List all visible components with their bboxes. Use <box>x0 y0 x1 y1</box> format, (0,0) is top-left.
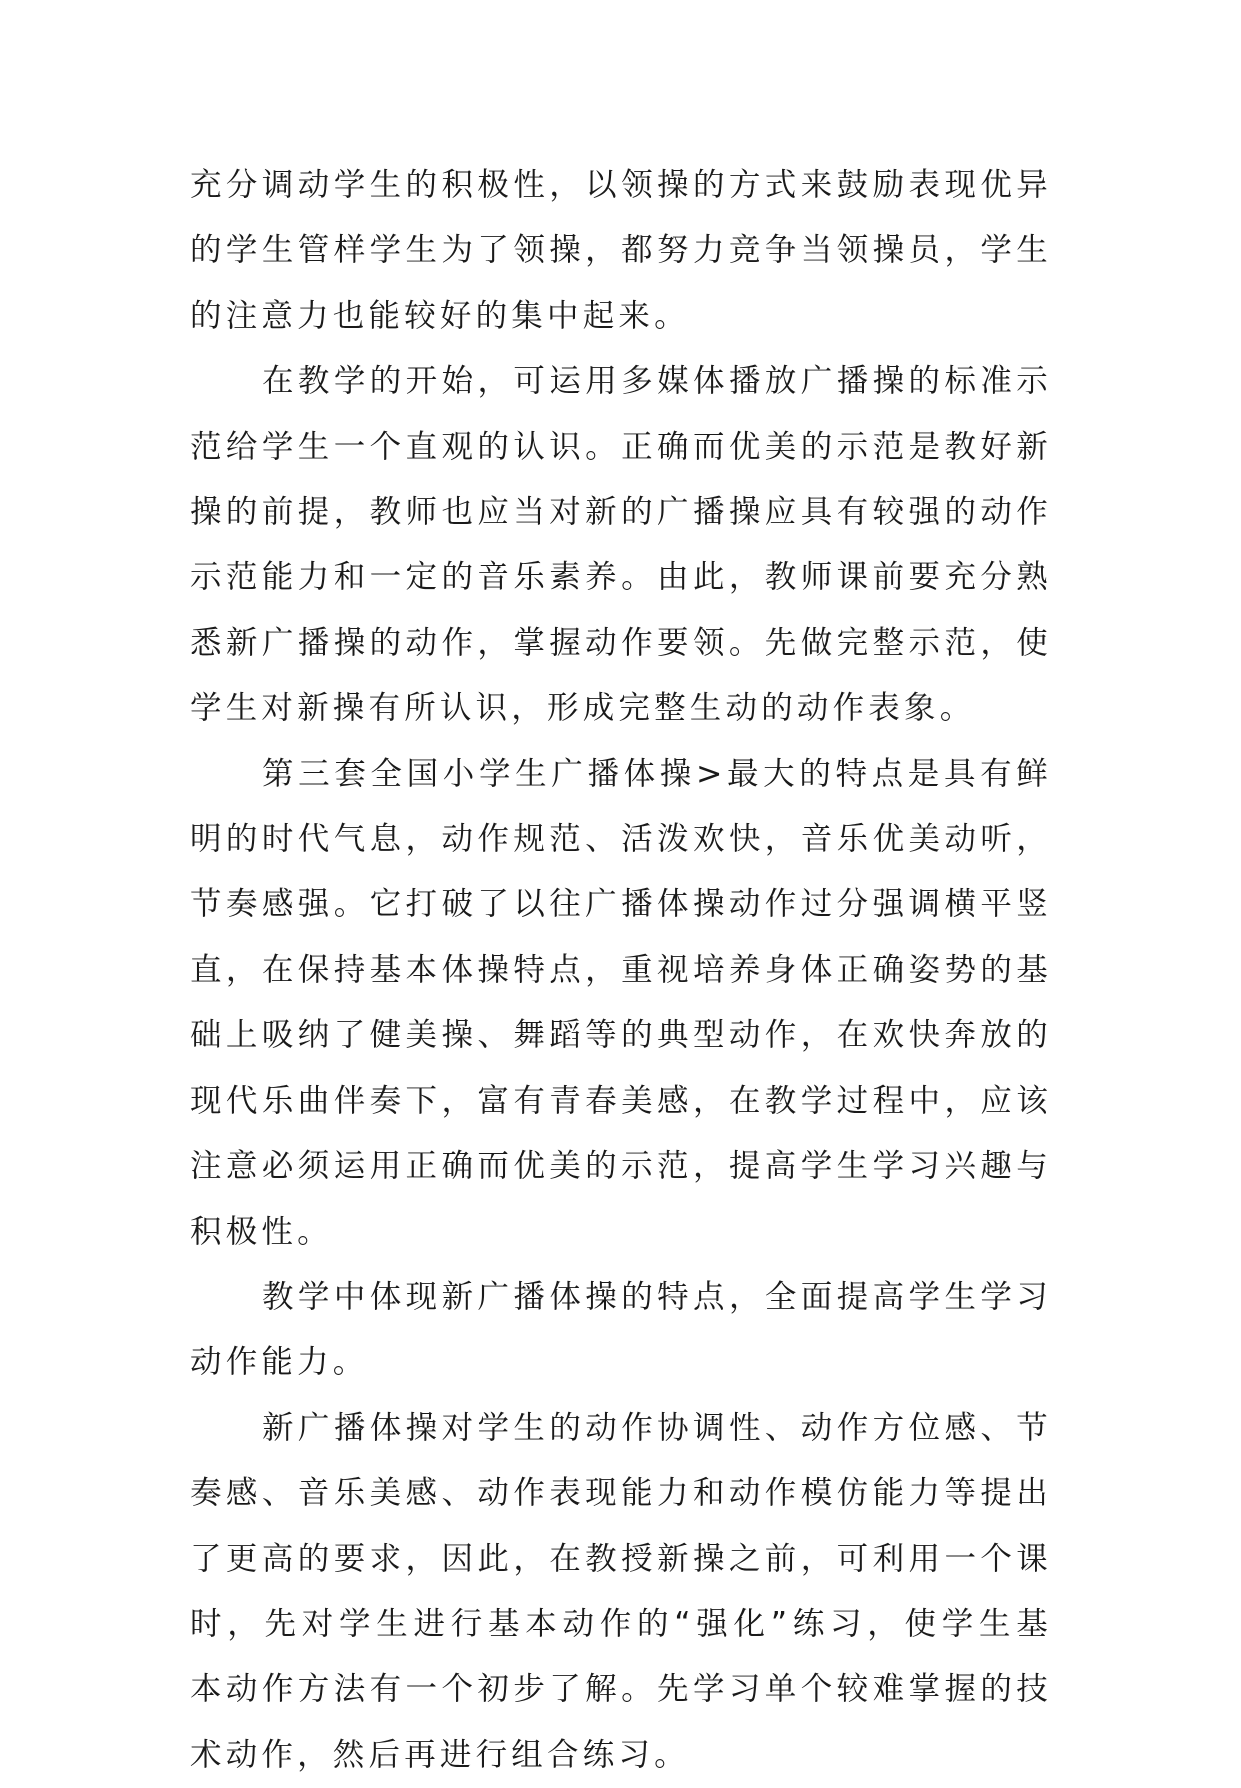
paragraph-4: 教学中体现新广播体操的特点，全面提高学生学习动作能力。 <box>190 1278 1052 1381</box>
paragraph-2: 在教学的开始，可运用多媒体播放广播操的标准示范给学生一个直观的认识。正确而优美的示范是教好新操的前提，教师也应当对新的广播操应具有较强的动作示范能力和一定的音乐素养。由此，教师课前要充分熟悉新广播操的动作，掌握动作要领。先做完整示范，使学生对新操有所认识，形成完整生动的动作表象。 <box>190 363 1052 727</box>
paragraph-3: 第三套全国小学生广播体操>最大的特点是具有鲜明的时代气息，动作规范、活泼欢快，音乐优美动听，节奏感强。它打破了以往广播体操动作过分强调横平竖直，在保持基本体操特点，重视培养身体正确姿势的基础上吸纳了健美操、舞蹈等的典型动作，在欢快奔放的现代乐曲伴奏下，富有青春美感，在教学过程中，应该注意必须运用正确而优美的示范，提高学生学习兴趣与积极性。 <box>190 755 1052 1250</box>
document-body <box>190 153 1052 1788</box>
paragraph-5: 新广播体操对学生的动作协调性、动作方位感、节奏感、音乐美感、动作表现能力和动作模仿能力等提出了更高的要求，因此，在教授新操之前，可利用一个课时，先对学生进行基本动作的“强化”练习，使学生基本动作方法有一个初步了解。先学习单个较难掌握的技术动作，然后再进行组合练习。 <box>190 1409 1052 1773</box>
paragraph-1: 充分调动学生的积极性，以领操的方式来鼓励表现优异的学生管样学生为了领操，都努力竞争当领操员，学生的注意力也能较好的集中起来。 <box>190 167 1052 334</box>
